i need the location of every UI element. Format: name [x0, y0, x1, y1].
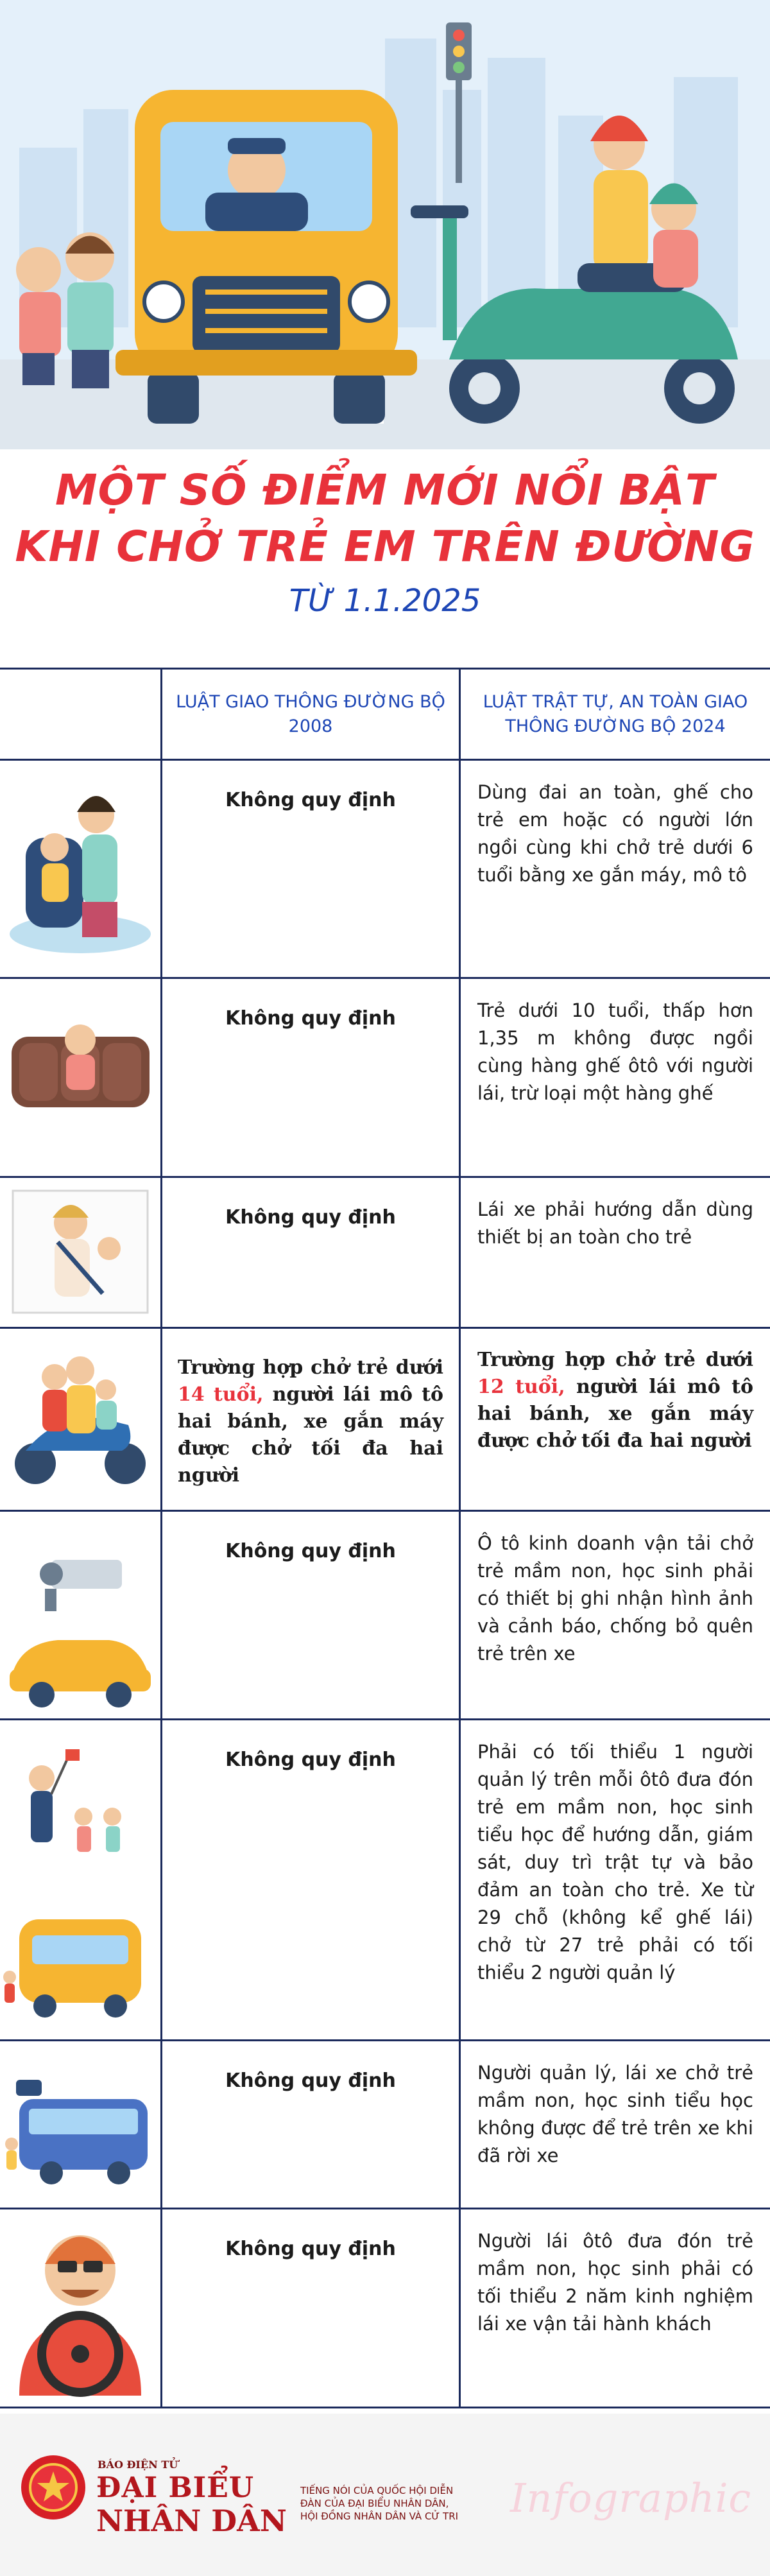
new-law-text: Trường hợp chở trẻ dưới 12 tuổi, người lái mô tô hai bánh, xe gắn máy được chở tối đa hai người [477, 1349, 753, 1452]
publisher-label: BÁO ĐIỆN TỬ [98, 2459, 178, 2471]
header-blank-cell [0, 670, 160, 759]
new-law-text: Phải có tối thiểu 1 người quản lý trên mỗi ôtô đưa đón trẻ em mầm non, học sinh tiểu học để hướng dẫn, giám sát, duy trì trật tự và bảo đảm an toàn cho trẻ. Xe từ 29 chỗ (không kể ghế lái) chở từ 27 trẻ phải có tối thiểu 2 người quản lý [477, 1741, 753, 1984]
hero-illustration [0, 0, 770, 449]
new-law-text: Người lái ôtô đưa đón trẻ mầm non, học sinh phải có tối thiểu 2 năm kinh nghiệm lái xe vận tải hành khách [477, 2230, 753, 2335]
new-law-text: Trẻ dưới 10 tuổi, thấp hơn 1,35 m không được ngồi cùng hàng ghế ôtô với người lái, trừ loại một hàng ghế [477, 999, 753, 1104]
school-bus-supervisor-icon [0, 1720, 160, 2039]
new-law-text: Dùng đai an toàn, ghế cho trẻ em hoặc có người lớn ngồi cùng khi chở trẻ dưới 6 tuổi bằng xe gắn máy, mô tô [477, 781, 753, 886]
table-header-row [0, 668, 770, 761]
table-row [0, 1512, 770, 1720]
child-car-seat-icon [0, 761, 160, 977]
comparison-table [0, 668, 770, 2408]
old-law-text: Không quy định [225, 1749, 396, 1771]
header-old-law: LUẬT GIAO THÔNG ĐƯỜNG BỘ 2008 [160, 670, 459, 759]
driver-steering-icon [0, 2209, 160, 2407]
publisher-tagline: TIẾNG NÓI CỦA QUỐC HỘI DIỄN ĐÀN CỦA ĐẠI BIỂU NHÂN DÂN, HỘI ĐỒNG NHÂN DÂN VÀ CỬ TRI [300, 2485, 459, 2522]
footer [0, 2414, 770, 2576]
family-motorbike-icon [0, 1329, 160, 1510]
new-law-text: Người quản lý, lái xe chở trẻ mầm non, học sinh tiểu học không được để trẻ trên xe khi đã rời xe [477, 2062, 753, 2166]
infographic-label: Infographic [510, 2475, 752, 2521]
table-row [0, 979, 770, 1178]
table-row [0, 1178, 770, 1329]
header-new-law: LUẬT TRẬT TỰ, AN TOÀN GIAO THÔNG ĐƯỜNG BỘ 2024 [459, 670, 770, 759]
old-law-text: Không quy định [225, 1540, 396, 1562]
seatbelt-instruction-icon [0, 1178, 160, 1327]
school-bus-icon [0, 2041, 160, 2208]
camera-car-icon [0, 1512, 160, 1718]
age-highlight: 14 tuổi, [178, 1383, 264, 1406]
table-row [0, 2209, 770, 2408]
new-law-text: Ô tô kinh doanh vận tải chở trẻ mầm non, học sinh phải có thiết bị ghi nhận hình ảnh và cảnh báo, chống bỏ quên trẻ trên xe [477, 1532, 753, 1664]
old-law-text: Trường hợp chở trẻ dưới 14 tuổi, người lái mô tô hai bánh, xe gắn máy được chở tối đa hai người [178, 1356, 444, 1487]
old-law-text: Không quy định [225, 1206, 396, 1229]
old-law-text: Không quy định [225, 2070, 396, 2092]
old-law-text: Không quy định [225, 2238, 396, 2260]
car-back-seat-icon [0, 979, 160, 1176]
age-highlight: 12 tuổi, [477, 1376, 565, 1398]
national-emblem-icon [18, 2452, 89, 2523]
page-title-line-1: MỘT SỐ ĐIỂM MỚI NỔI BẬT [55, 465, 715, 515]
title-block [0, 449, 770, 661]
old-law-text: Không quy định [225, 1007, 396, 1030]
table-row [0, 2041, 770, 2209]
new-law-text: Lái xe phải hướng dẫn dùng thiết bị an toàn cho trẻ [477, 1198, 753, 1248]
table-row [0, 1720, 770, 2041]
page-title-line-2: KHI CHỞ TRẺ EM TRÊN ĐƯỜNG [15, 522, 755, 571]
table-row [0, 761, 770, 979]
publisher-name-line-2: NHÂN DÂN [96, 2503, 287, 2538]
old-law-text: Không quy định [225, 789, 396, 811]
publisher-name-line-1: ĐẠI BIỂU [96, 2471, 255, 2504]
page-subtitle: TỪ 1.1.2025 [289, 583, 481, 619]
table-row [0, 1329, 770, 1512]
